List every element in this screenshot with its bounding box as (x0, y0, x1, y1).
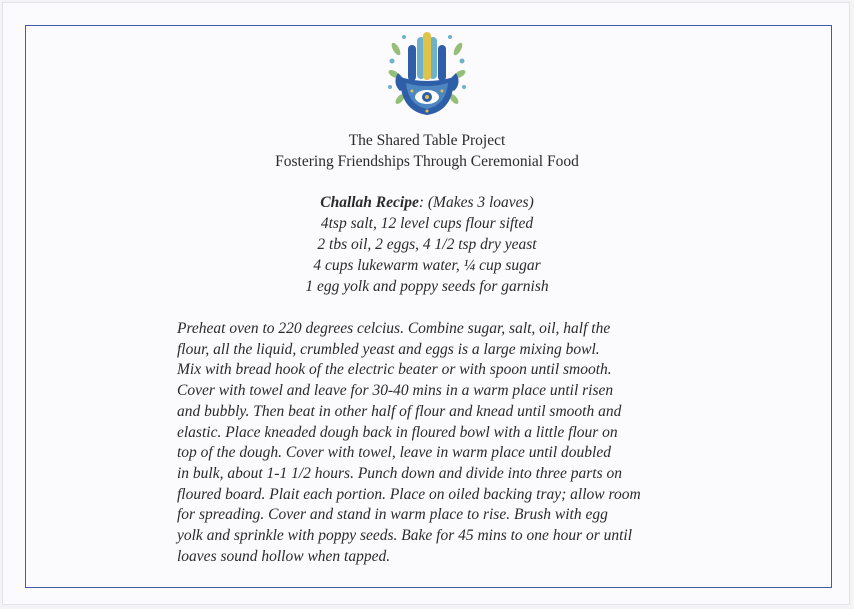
recipe-yield: : (Makes 3 loaves) (418, 194, 534, 211)
ingredient-line: 4 cups lukewarm water, ¼ cup sugar (313, 257, 541, 274)
ingredient-line: 2 tbs oil, 2 eggs, 4 1/2 tsp dry yeast (317, 236, 537, 253)
instruction-line: Mix with bread hook of the electric beater or with spoon until smooth. (177, 361, 612, 379)
instruction-line: in bulk, about 1-1 1/2 hours. Punch down and divide into three parts on (177, 464, 623, 482)
hamsa-logo-icon (386, 29, 468, 121)
instruction-line: yolk and sprinkle with poppy seeds. Bake for 45 mins to one hour or until (177, 527, 633, 545)
recipe-title: Challah Recipe (320, 194, 419, 211)
instruction-line: and bubbly. Then beat in other half of flour and knead until smooth and (177, 402, 622, 420)
project-title: The Shared Table Project (348, 132, 506, 149)
instruction-line: flour, all the liquid, crumbled yeast and eggs is a large mixing bowl. (177, 340, 600, 358)
instruction-line: loaves sound hollow when tapped. (177, 547, 391, 565)
recipe-heading (0, 192, 854, 213)
instruction-line: elastic. Place kneaded dough back in floured bowl with a little flour on (177, 423, 618, 441)
instruction-line: top of the dough. Cover with towel, leave in warm place until doubled (177, 444, 611, 462)
ingredient-line: 4tsp salt, 12 level cups flour sifted (320, 215, 534, 232)
instruction-line: Preheat oven to 220 degrees celcius. Combine sugar, salt, oil, half the (177, 320, 611, 337)
ingredient-line: 1 egg yolk and poppy seeds for garnish (305, 278, 549, 295)
instructions-paragraph (177, 319, 697, 567)
instruction-line: floured board. Plait each portion. Place on oiled backing tray; allow room (177, 485, 641, 503)
instruction-line: for spreading. Cover and stand in warm place to rise. Brush with egg (177, 506, 608, 524)
project-subtitle: Fostering Friendships Through Ceremonial Food (275, 153, 579, 170)
instruction-line: Cover with towel and leave for 30-40 mins in a warm place until risen (177, 382, 614, 400)
